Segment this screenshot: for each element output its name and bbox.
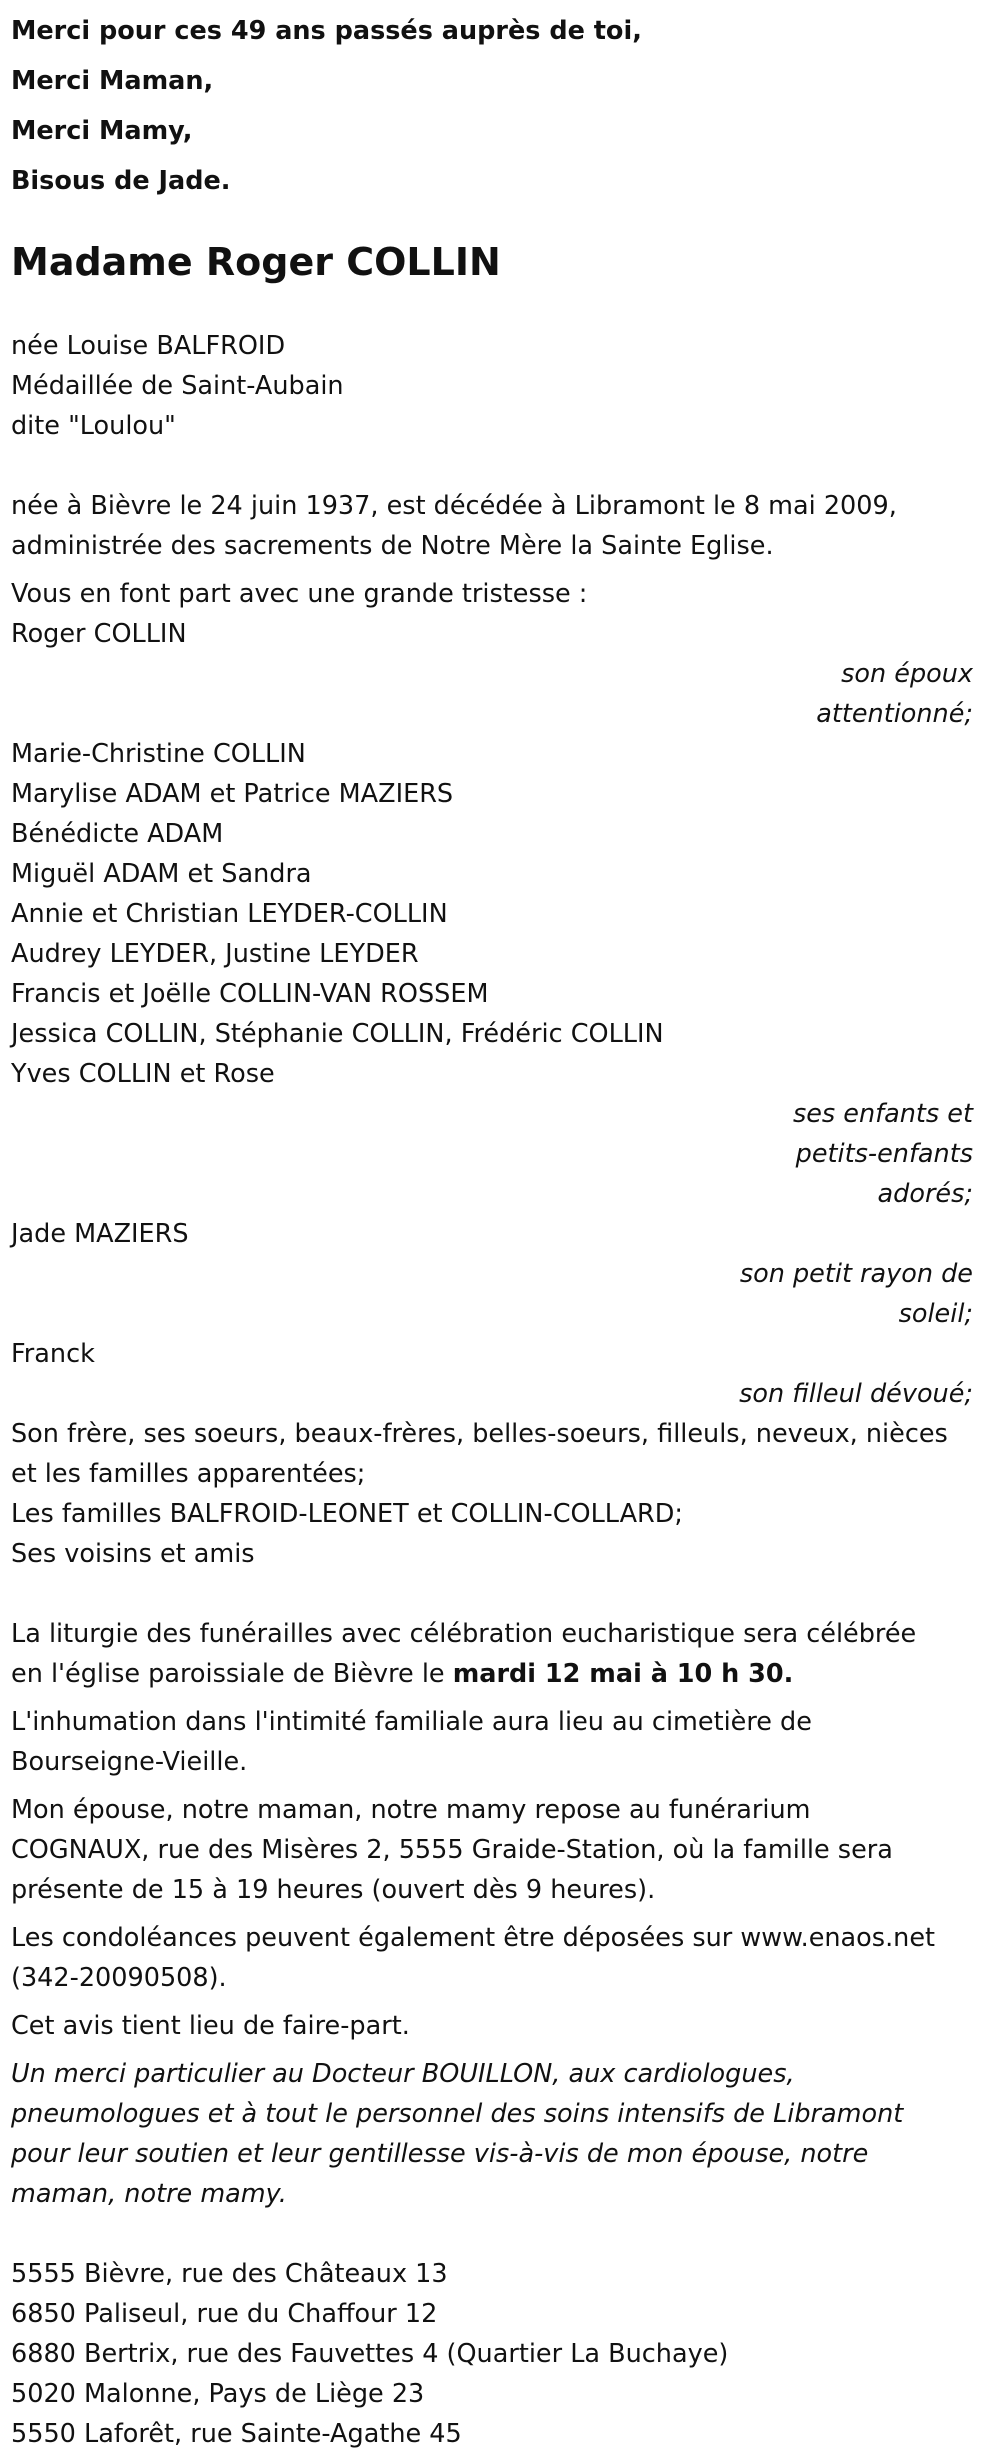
thanks (11, 2054, 989, 2214)
children-role (11, 1094, 989, 1214)
role-line: petits-enfants (795, 1139, 973, 1169)
liturgy-line: La liturgie des funérailles avec célébration eucharistique sera célébrée (11, 1619, 917, 1649)
address-line: 5555 Bièvre, rue des Châteaux 13 (11, 2259, 448, 2289)
burial (11, 1702, 989, 1782)
family-name: Marie-Christine COLLIN (11, 739, 306, 769)
burial-line: L'inhumation dans l'intimité familiale aura lieu au cimetière de (11, 1707, 812, 1737)
role-line: soleil; (898, 1299, 973, 1329)
relatives-line: Ses voisins et amis (11, 1539, 255, 1569)
address-line: 5550 Laforêt, rue Sainte-Agathe 45 (11, 2419, 462, 2449)
identity-line: née Louise BALFROID (11, 331, 286, 361)
address-line: 6850 Paliseul, rue du Chaffour 12 (11, 2299, 438, 2329)
thanks-line: Un merci particulier au Docteur BOUILLON, aux cardiologues, (11, 2059, 795, 2089)
funerarium-line: présente de 15 à 19 heures (ouvert dès 9 heures). (11, 1875, 656, 1905)
godson-entry (11, 1334, 989, 1414)
condolences-line: (342-20090508). (11, 1963, 227, 1993)
dedication-line: Merci pour ces 49 ans passés auprès de toi, (11, 16, 642, 46)
dedication-line: Merci Mamy, (11, 116, 193, 146)
granddaughter-name: Jade MAZIERS (11, 1219, 189, 1249)
godson-name: Franck (11, 1339, 95, 1369)
dedication-line: Bisous de Jade. (11, 166, 231, 196)
dedication (11, 6, 989, 206)
thanks-line: pour leur soutien et leur gentillesse vis-à-vis de mon épouse, notre (11, 2139, 869, 2169)
announce-text: Vous en font part avec une grande tristesse : (11, 579, 588, 609)
burial-line: Bourseigne-Vieille. (11, 1747, 248, 1777)
condolences (11, 1918, 989, 1998)
address-line: 6880 Bertrix, rue des Fauvettes 4 (Quartier La Buchaye) (11, 2339, 729, 2369)
deceased-name: Madame Roger COLLIN (11, 240, 501, 284)
obituary-page (0, 6, 1000, 2454)
role-line: son filleul dévoué; (739, 1379, 973, 1409)
godson-role (11, 1374, 989, 1414)
identity (11, 326, 989, 446)
condolences-line: Les condoléances peuvent également être déposées sur www.enaos.net (11, 1923, 936, 1953)
relatives-line: et les familles apparentées; (11, 1459, 366, 1489)
spouse-name: Roger COLLIN (11, 619, 187, 649)
family-name: Annie et Christian LEYDER-COLLIN (11, 899, 448, 929)
children-entry (11, 734, 989, 1214)
spouse-role (11, 654, 989, 734)
granddaughter-role (11, 1254, 989, 1334)
thanks-line: maman, notre mamy. (11, 2179, 287, 2209)
notice-text: Cet avis tient lieu de faire-part. (11, 2011, 410, 2041)
role-line: adorés; (877, 1179, 973, 1209)
birth-death-line: administrée des sacrements de Notre Mère la Sainte Eglise. (11, 531, 774, 561)
granddaughter-entry (11, 1214, 989, 1334)
birth-death (11, 486, 989, 566)
identity-line: dite "Loulou" (11, 411, 176, 441)
funerarium-line: COGNAUX, rue des Misères 2, 5555 Graide-Station, où la famille sera (11, 1835, 893, 1865)
relatives-line: Son frère, ses soeurs, beaux-frères, belles-soeurs, filleuls, neveux, nièces (11, 1419, 948, 1449)
liturgy-datetime: mardi 12 mai à 10 h 30. (452, 1659, 794, 1689)
family-name: Francis et Joëlle COLLIN-VAN ROSSEM (11, 979, 489, 1009)
funerarium (11, 1790, 989, 1910)
spouse-entry (11, 614, 989, 734)
thanks-line: pneumologues et à tout le personnel des soins intensifs de Libramont (11, 2099, 904, 2129)
relatives-line: Les familles BALFROID-LEONET et COLLIN-COLLARD; (11, 1499, 683, 1529)
relatives (11, 1414, 989, 1574)
liturgy-line (11, 1654, 989, 1694)
role-line: ses enfants et (792, 1099, 973, 1129)
address-line: 5020 Malonne, Pays de Liège 23 (11, 2379, 425, 2409)
identity-line: Médaillée de Saint-Aubain (11, 371, 344, 401)
addresses (11, 2254, 989, 2454)
dedication-line: Merci Maman, (11, 66, 214, 96)
family-name: Yves COLLIN et Rose (11, 1059, 275, 1089)
family-name: Audrey LEYDER, Justine LEYDER (11, 939, 419, 969)
liturgy-prefix: en l'église paroissiale de Bièvre le (11, 1659, 453, 1689)
role-line: attentionné; (816, 699, 973, 729)
role-line: son époux (841, 659, 973, 689)
family-name: Bénédicte ADAM (11, 819, 224, 849)
funerarium-line: Mon épouse, notre maman, notre mamy repose au funérarium (11, 1795, 811, 1825)
family-name: Jessica COLLIN, Stéphanie COLLIN, Frédéric COLLIN (11, 1019, 664, 1049)
role-line: son petit rayon de (739, 1259, 973, 1289)
family-name: Marylise ADAM et Patrice MAZIERS (11, 779, 454, 809)
family-name: Miguël ADAM et Sandra (11, 859, 312, 889)
birth-death-line: née à Bièvre le 24 juin 1937, est décédée à Libramont le 8 mai 2009, (11, 491, 897, 521)
liturgy (11, 1614, 989, 1694)
